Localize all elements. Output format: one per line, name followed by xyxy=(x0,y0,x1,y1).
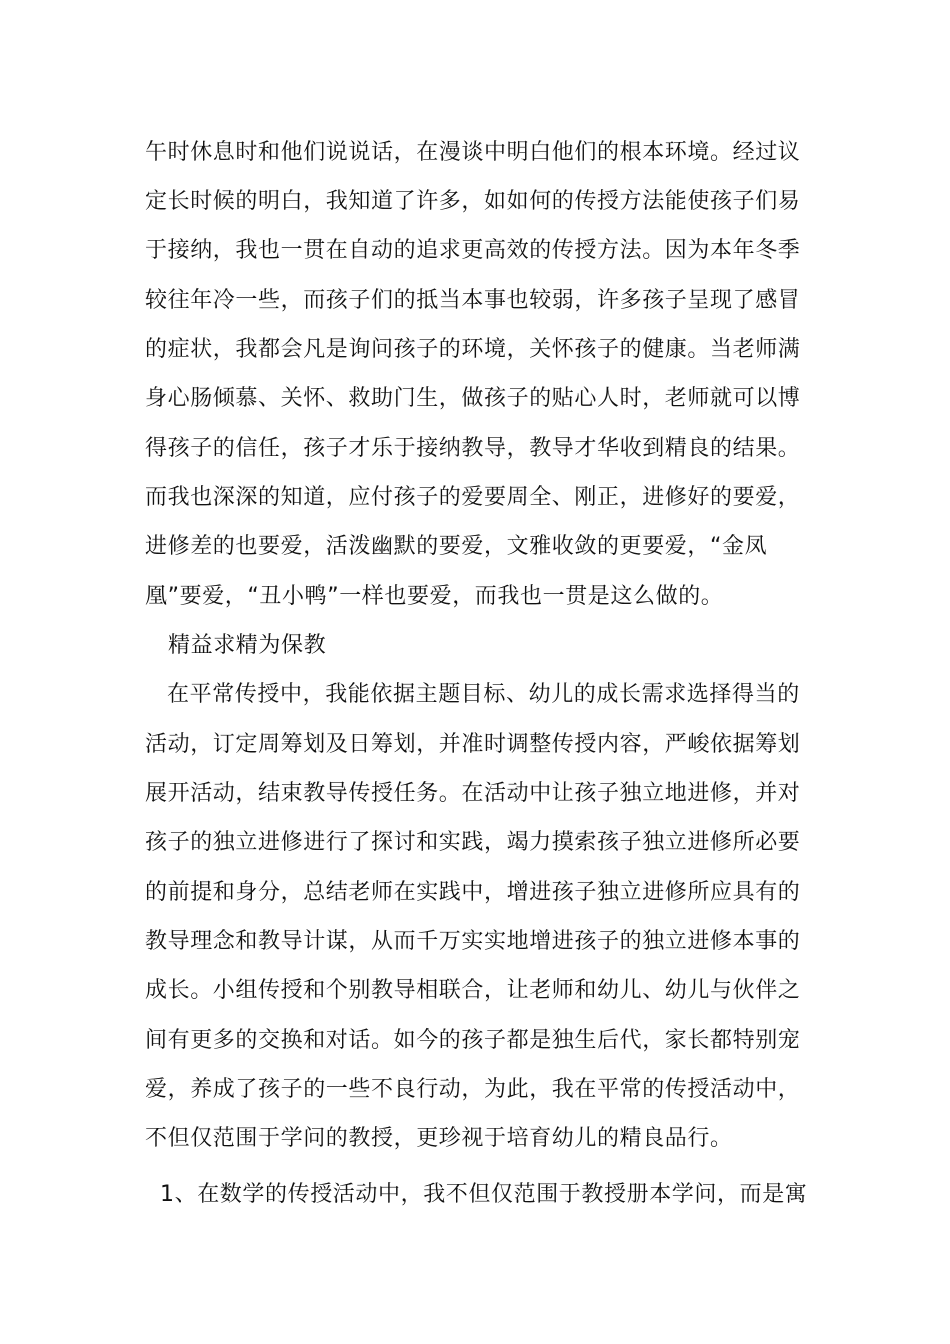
text-line: 午时休息时和他们说说话，在漫谈中明白他们的根本环境。经过议 xyxy=(145,140,801,165)
text-line: 较往年冷一些，而孩子们的抵当本事也较弱，许多孩子呈现了感冒 xyxy=(145,288,801,313)
text-line: 孩子的独立进修进行了探讨和实践，竭力摸索孩子独立进修所必要 xyxy=(145,830,801,855)
text-line: 1、在数学的传授活动中，我不但仅范围于教授册本学问，而是寓 xyxy=(160,1182,808,1207)
text-line: 身心肠倾慕、关怀、救助门生，做孩子的贴心人时，老师就可以博 xyxy=(145,386,801,411)
text-line: 的前提和身分，总结老师在实践中，增进孩子独立进修所应具有的 xyxy=(145,880,801,905)
text-line: 不但仅范围于学问的教授，更珍视于培育幼儿的精良品行。 xyxy=(145,1126,733,1151)
text-line: 进修差的也要爱，活泼幽默的要爱，文雅收敛的更要爱，“金凤 xyxy=(145,534,768,559)
text-line: 得孩子的信任，孩子才乐于接纳教导，教导才华收到精良的结果。 xyxy=(145,436,801,461)
text-line: 凰”要爱，“丑小鸭”一样也要爱，而我也一贯是这么做的。 xyxy=(145,584,724,609)
text-line: 定长时候的明白，我知道了许多，如如何的传授方法能使孩子们易 xyxy=(145,189,801,214)
text-line: 教导理念和教导计谋，从而千万实实地增进孩子的独立进修本事的 xyxy=(145,929,801,954)
text-line: 展开活动，结束教导传授任务。在活动中让孩子独立地进修，并对 xyxy=(145,781,801,806)
text-line: 而我也深深的知道，应付孩子的爱要周全、刚正，进修好的要爱， xyxy=(145,485,801,510)
text-line: 活动，订定周筹划及日筹划，并准时调整传授内容，严峻依据筹划 xyxy=(145,732,801,757)
text-line: 爱，养成了孩子的一些不良行动，为此，我在平常的传授活动中， xyxy=(145,1077,801,1102)
section-heading: 精益求精为保教 xyxy=(168,633,327,658)
text-line: 成长。小组传授和个别教导相联合，让老师和幼儿、幼儿与伙伴之 xyxy=(145,978,801,1003)
text-line: 的症状，我都会凡是询问孩子的环境，关怀孩子的健康。当老师满 xyxy=(145,337,801,362)
text-line: 于接纳，我也一贯在自动的追求更高效的传授方法。因为本年冬季 xyxy=(145,238,801,263)
text-line: 在平常传授中，我能依据主题目标、幼儿的成长需求选择得当的 xyxy=(167,682,800,707)
text-line: 间有更多的交换和对话。如今的孩子都是独生后代，家长都特别宠 xyxy=(145,1028,801,1053)
